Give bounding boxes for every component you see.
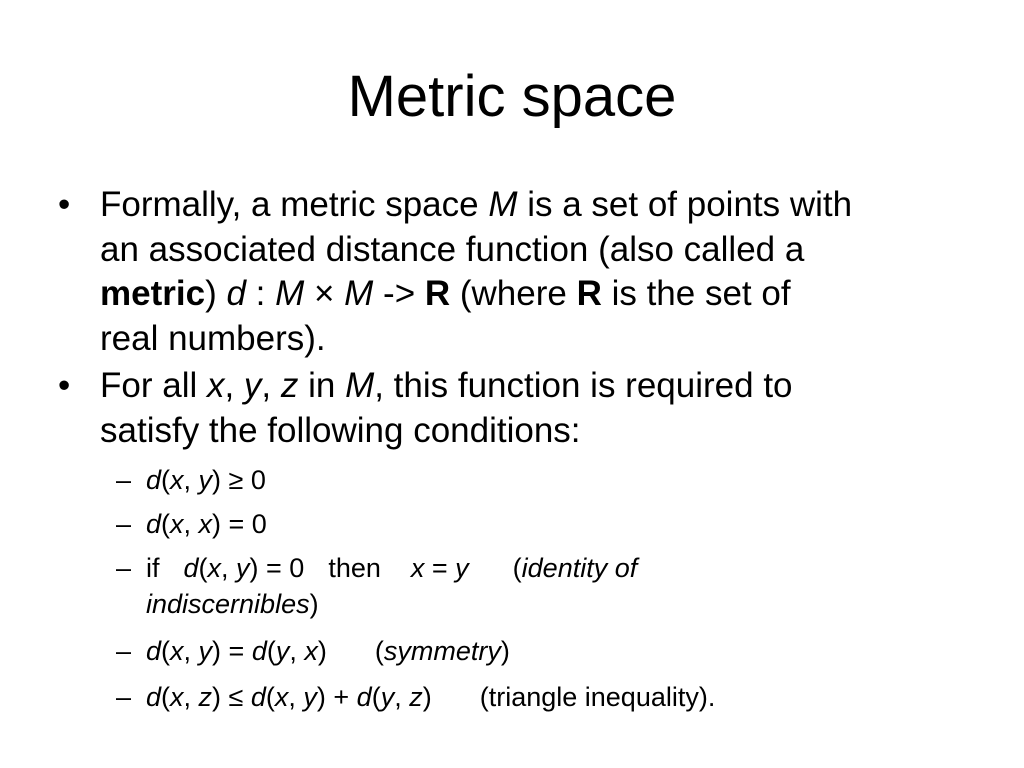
- set-R: R: [576, 274, 602, 313]
- condition-identity-cont: [146, 586, 966, 622]
- var-x: x: [170, 509, 184, 539]
- text: ×: [304, 274, 345, 313]
- text: is a set of points with: [517, 185, 853, 224]
- text: ,: [261, 366, 281, 405]
- text: ) ≥ 0: [212, 465, 266, 495]
- condition-identity: [146, 550, 966, 586]
- text: in: [298, 366, 346, 405]
- var-x: x: [170, 636, 184, 666]
- term-metric: metric: [100, 274, 206, 313]
- bullet-marker: •: [58, 366, 71, 405]
- text: ,: [224, 366, 244, 405]
- var-x: x: [207, 553, 222, 583]
- text: (: [512, 553, 522, 583]
- bullet-marker: •: [58, 185, 71, 224]
- text: ): [309, 589, 319, 619]
- text: , this function is required to: [374, 366, 793, 405]
- var-y: y: [380, 682, 395, 712]
- var-y: y: [243, 366, 262, 405]
- dash-marker: –: [116, 636, 132, 666]
- var-d: d: [250, 682, 266, 712]
- condition-symmetry: [146, 633, 966, 669]
- var-y: y: [198, 636, 213, 666]
- condition-zero-self: [146, 506, 966, 542]
- text: ) ≤: [212, 682, 251, 712]
- text: ): [205, 274, 227, 313]
- text: ,: [183, 509, 199, 539]
- var-y: y: [455, 553, 469, 583]
- var-d: d: [356, 682, 372, 712]
- bullet-1-line-1: [100, 183, 980, 228]
- var-d: d: [226, 274, 246, 313]
- text: ) = 0: [212, 509, 267, 539]
- var-x: x: [274, 682, 289, 712]
- bullet-1-line-2: an associated distance function (also called a: [100, 229, 805, 269]
- text: if: [146, 553, 160, 583]
- property-name: identity of: [521, 553, 638, 583]
- var-x: x: [410, 553, 425, 583]
- property-name: symmetry: [383, 636, 501, 666]
- var-x: x: [304, 636, 318, 666]
- var-M: M: [488, 185, 518, 224]
- property-name: indiscernibles: [146, 589, 310, 619]
- var-z: z: [198, 682, 213, 712]
- text: For all: [100, 366, 207, 405]
- text: ): [500, 636, 510, 666]
- text: ->: [373, 274, 425, 313]
- text: (: [161, 509, 171, 539]
- text: Formally, a metric space: [100, 185, 489, 224]
- var-d: d: [146, 465, 162, 495]
- property-name: (triangle inequality).: [479, 682, 716, 712]
- var-x: x: [170, 465, 184, 495]
- text: ,: [394, 682, 410, 712]
- text: is the set of: [601, 274, 791, 313]
- var-y: y: [236, 553, 250, 583]
- dash-marker: –: [116, 509, 132, 539]
- var-d: d: [183, 553, 199, 583]
- text: ,: [183, 636, 199, 666]
- var-z: z: [280, 366, 299, 405]
- dash-marker: –: [116, 682, 132, 712]
- condition-triangle: [146, 679, 966, 715]
- var-M: M: [344, 274, 374, 313]
- text: (: [265, 682, 275, 712]
- var-x: x: [170, 682, 184, 712]
- dash-marker: –: [116, 465, 132, 495]
- var-d: d: [251, 636, 267, 666]
- text: ): [317, 636, 327, 666]
- var-y: y: [198, 465, 213, 495]
- text: (where: [450, 274, 577, 313]
- var-d: d: [146, 509, 162, 539]
- text: ,: [289, 636, 305, 666]
- var-x: x: [198, 509, 213, 539]
- slide-title: Metric space: [347, 64, 677, 129]
- text: then: [328, 553, 381, 583]
- text: ): [422, 682, 432, 712]
- bullet-2-line-1: [100, 364, 980, 409]
- var-z: z: [409, 682, 423, 712]
- text: (: [161, 682, 171, 712]
- text: ,: [183, 465, 199, 495]
- text: (: [371, 682, 381, 712]
- var-d: d: [146, 636, 162, 666]
- var-M: M: [345, 366, 375, 405]
- bullet-2-line-2: satisfy the following conditions:: [100, 410, 581, 450]
- text: (: [161, 636, 171, 666]
- var-y: y: [275, 636, 290, 666]
- dash-marker: –: [116, 553, 132, 583]
- text: ,: [288, 682, 304, 712]
- text: (: [266, 636, 276, 666]
- text: ) +: [316, 682, 357, 712]
- set-R: R: [424, 274, 451, 313]
- text: (: [198, 553, 208, 583]
- text: (: [374, 636, 384, 666]
- var-d: d: [146, 682, 162, 712]
- text: ) =: [212, 636, 252, 666]
- bullet-1-line-3: [100, 272, 980, 317]
- text: ,: [221, 553, 237, 583]
- text: ) = 0: [249, 553, 305, 583]
- condition-nonnegativity: [146, 462, 966, 498]
- var-y: y: [303, 682, 317, 712]
- text: :: [245, 274, 276, 313]
- bullet-1-line-4: real numbers).: [100, 318, 326, 358]
- var-x: x: [206, 366, 225, 405]
- text: (: [161, 465, 171, 495]
- text: =: [424, 553, 456, 583]
- text: ,: [183, 682, 199, 712]
- var-M: M: [275, 274, 305, 313]
